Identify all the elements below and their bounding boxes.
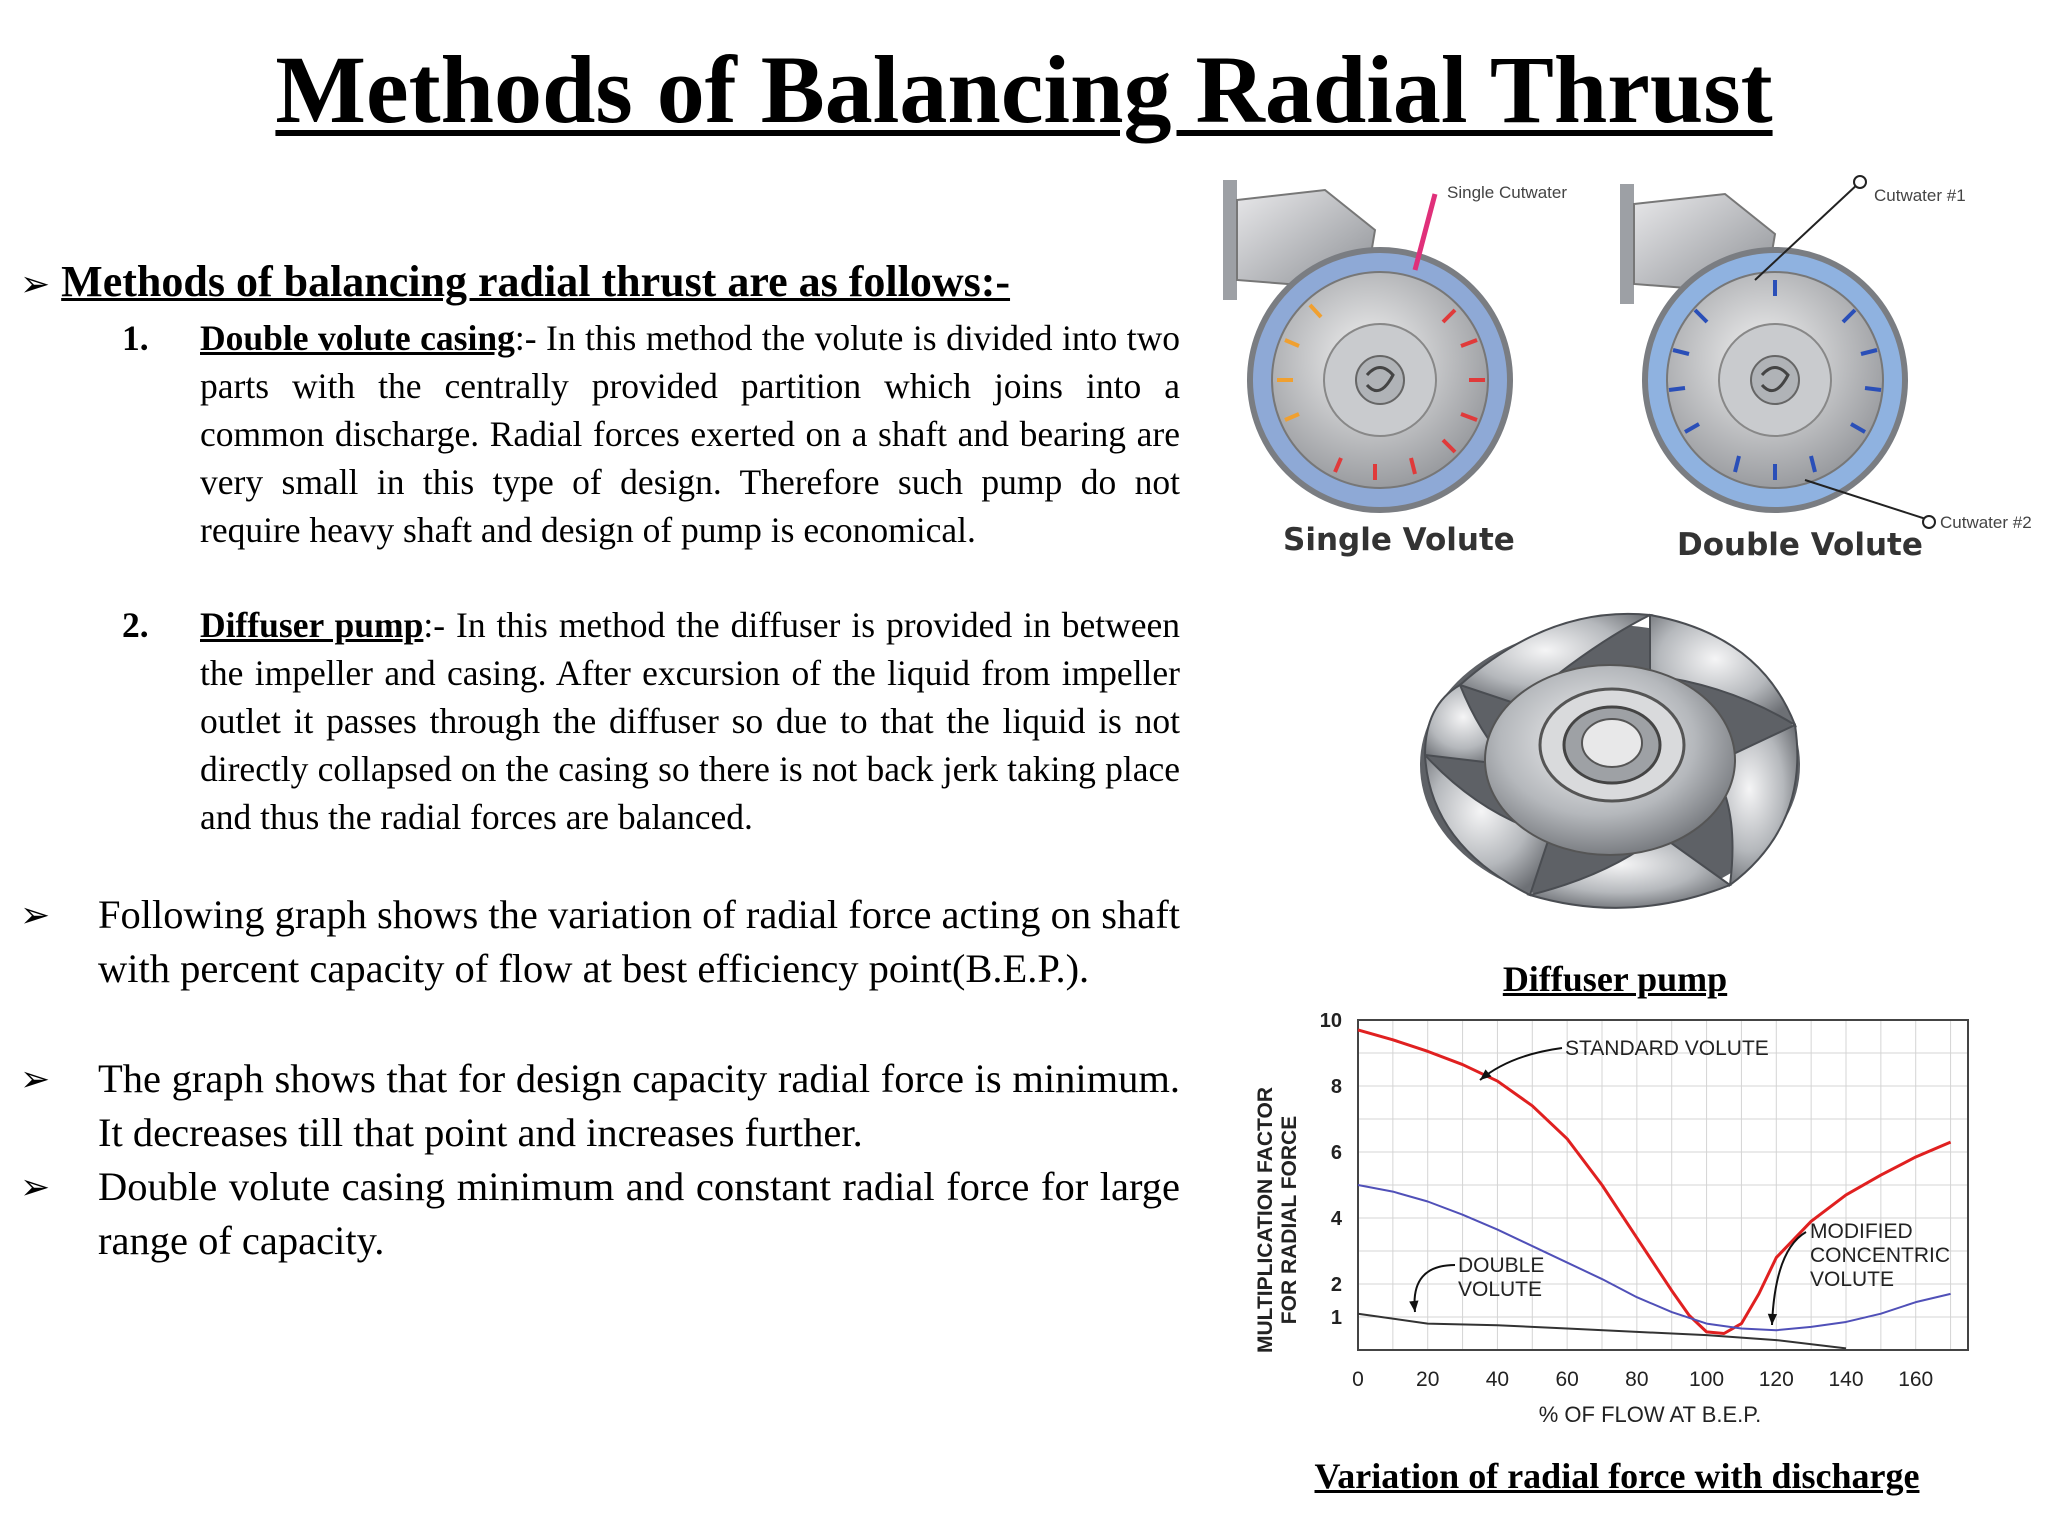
y-axis-label-line-1: MULTIPLICATION FACTOR [1254,1087,1277,1353]
method-number: 2. [122,605,149,645]
method-description: :- In this method the diffuser is provided in between the impeller and casing. After excursion of the liquid from impeller outlet it passes through the diffuser so due to that the liquid is not directly collapsed on the casing so there is not back jerk taking place and thus the radial forces are balanced. [200,605,1180,837]
double-volute-label: Double Volute [1677,527,1923,563]
radial-force-chart [1240,1010,1980,1450]
annotation-pointer [1415,1265,1456,1312]
y-axis-label-line-2: FOR RADIAL FORCE [1278,1115,1301,1325]
annotation-label: DOUBLE [1458,1254,1545,1277]
y-tick-label: 2 [1330,1274,1342,1296]
cutwater-1-callout: Cutwater #1 [1874,186,1966,205]
cutwater-2-callout: Cutwater #2 [1940,513,2032,532]
method-description: :- In this method the volute is divided into two parts with the centrally provided partition which joins into a common discharge. Radial forces exerted on a shaft and bearing are very small in this type of design. Therefore such pump do not require heavy shaft and design of pump is economical. [200,318,1180,550]
arrowhead-bullet-icon: ➢ [20,1167,51,1208]
annotation-label: CONCENTRIC [1810,1244,1950,1267]
x-tick-label: 0 [1352,1368,1364,1391]
chart-ticks [1320,1010,1933,1391]
x-tick-label: 160 [1898,1368,1934,1391]
x-tick-label: 20 [1416,1368,1440,1391]
graph-caption: Variation of radial force with discharge [1314,1456,1920,1496]
y-tick-label: 4 [1330,1208,1342,1230]
x-tick-label: 120 [1758,1368,1794,1391]
x-axis-label: % OF FLOW AT B.E.P. [1538,1402,1762,1427]
volute-comparison-figure [1215,170,2048,570]
method-term: Diffuser pump [200,605,424,645]
method-term: Double volute casing [200,318,515,358]
annotation-arrowhead [1768,1314,1777,1325]
single-volute-label: Single Volute [1283,522,1515,558]
page-title: Methods of Balancing Radial Thrust [275,36,1773,143]
diffuser-pump-caption: Diffuser pump [1502,959,1728,999]
bullet-paragraph: ➢ Following graph shows the variation of radial force acting on shaft with percent capacity of flow at best efficiency point(B.E.P.). [20,892,1180,991]
y-tick-label: 1 [1330,1307,1342,1329]
method-item-diffuser-pump [122,601,1180,841]
x-tick-label: 60 [1555,1368,1579,1391]
annotation-label: STANDARD VOLUTE [1565,1037,1769,1060]
x-tick-label: 80 [1625,1368,1649,1391]
x-tick-label: 40 [1485,1368,1510,1391]
methods-heading-text: Methods of balancing radial thrust are as follows:- [61,257,1011,306]
annotation-label: MODIFIED [1810,1220,1913,1243]
diffuser-impeller-image [1400,595,1820,915]
x-tick-label: 140 [1828,1368,1864,1391]
y-tick-label: 10 [1319,1010,1342,1032]
double-volute-illustration [1620,176,1935,528]
bullet-paragraph: ➢ The graph shows that for design capacity radial force is minimum. It decreases till that point and increases further. [20,1056,1180,1155]
single-cutwater-callout: Single Cutwater [1447,183,1568,202]
arrowhead-bullet-icon: ➢ [20,1059,51,1100]
method-number: 1. [122,318,149,358]
arrowhead-bullet-icon: ➢ [20,895,51,936]
bullet-paragraph: ➢ Double volute casing minimum and constant radial force for large range of capacity. [20,1164,1180,1263]
y-tick-label: 8 [1330,1076,1342,1098]
methods-heading [20,258,1010,306]
chart-series [1358,1030,1951,1348]
y-tick-label: 6 [1330,1142,1342,1164]
arrowhead-bullet-icon: ➢ [20,264,51,305]
annotation-label: VOLUTE [1810,1268,1895,1291]
method-item-double-volute [122,314,1180,554]
chart-grid [1358,1020,1968,1350]
x-tick-label: 100 [1689,1368,1725,1391]
annotation-label: VOLUTE [1458,1278,1543,1301]
single-volute-illustration [1223,180,1510,510]
